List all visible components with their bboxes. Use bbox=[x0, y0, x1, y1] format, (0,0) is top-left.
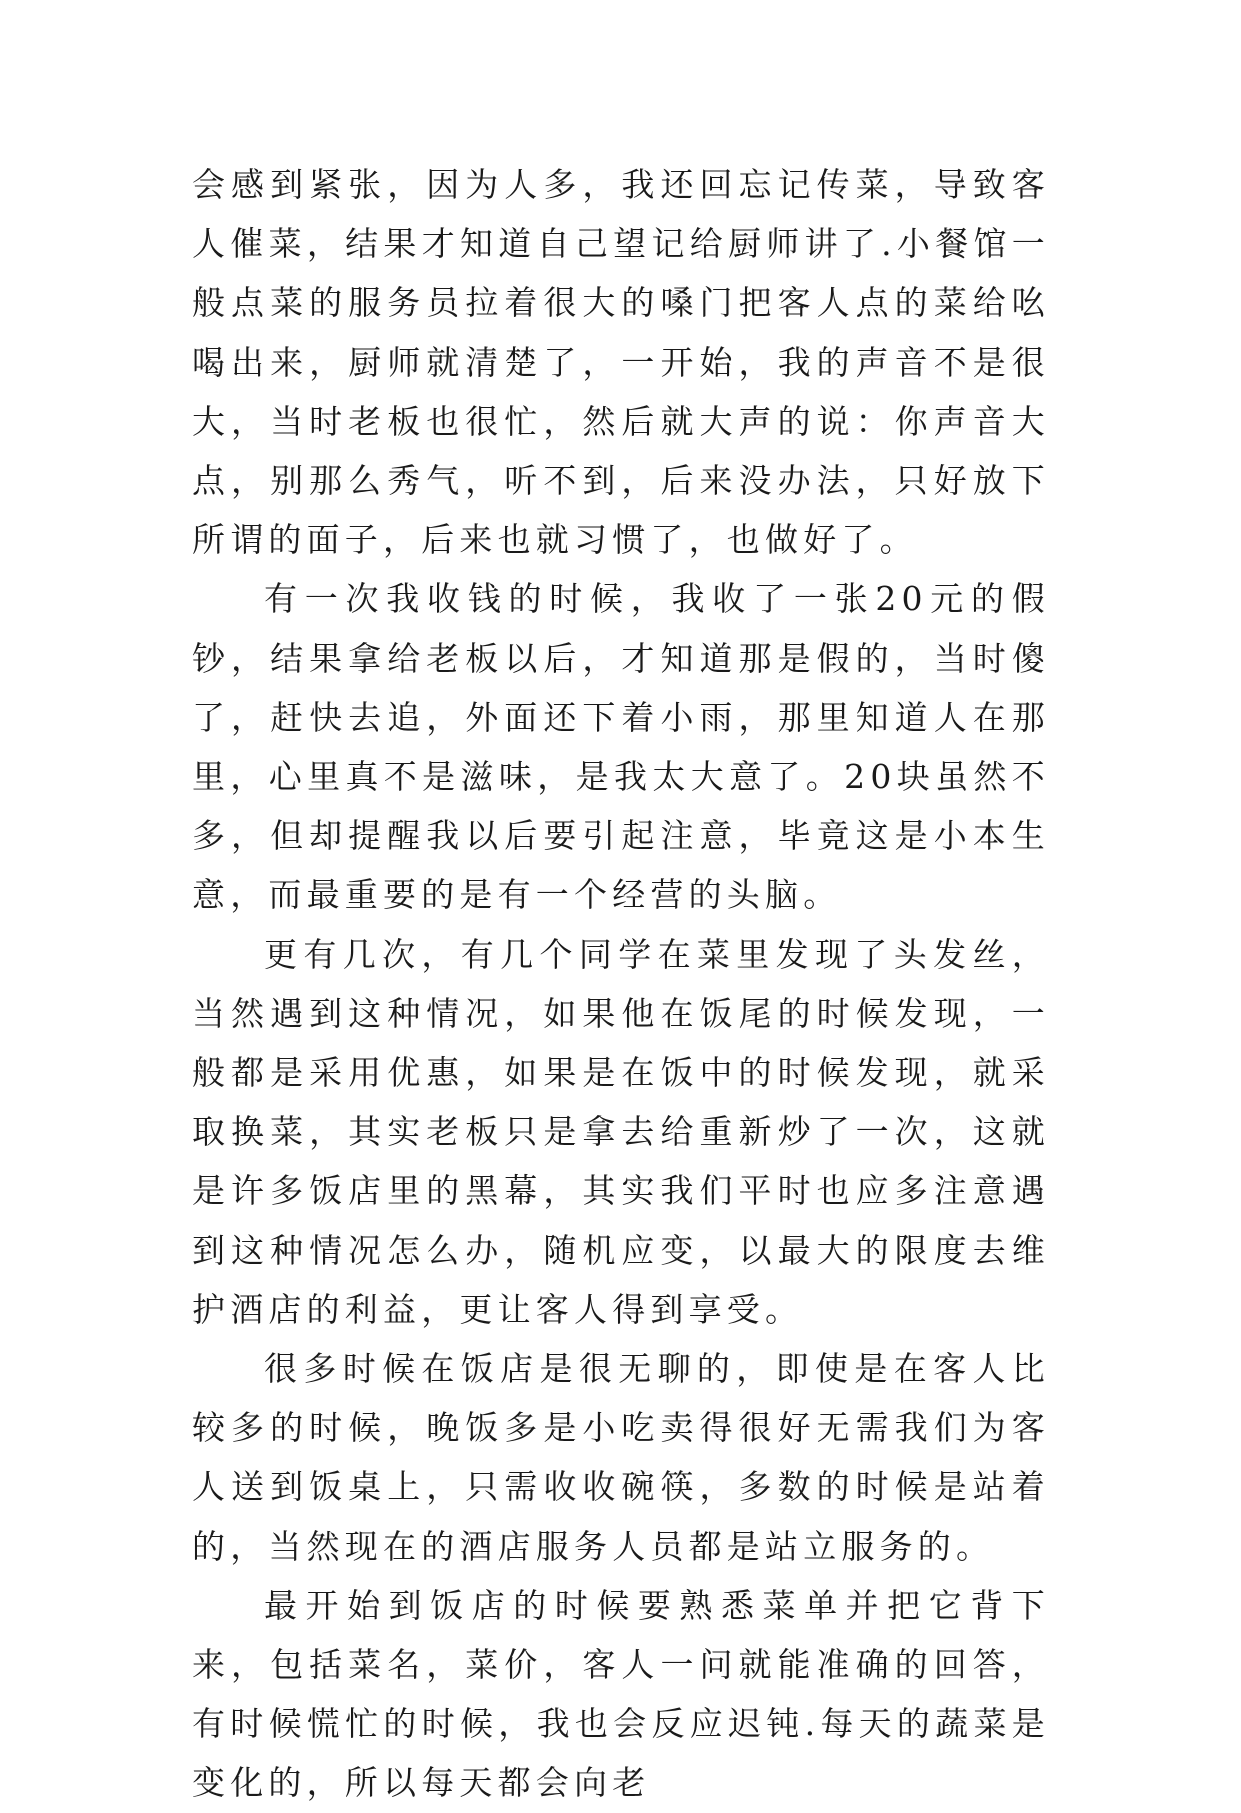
paragraph: 最开始到饭店的时候要熟悉菜单并把它背下来，包括菜名，菜价，客人一问就能准确的回答，有时候慌忙的时候，我也会反应迟钝.每天的蔬菜是变化的，所以每天都会向老 bbox=[192, 1585, 1050, 1803]
paragraph: 会感到紧张，因为人多，我还回忘记传菜，导致客人催菜，结果才知道自己望记给厨师讲了.小餐馆一般点菜的服务员拉着很大的嗓门把客人点的菜给吆喝出来，厨师就清楚了，一开始，我的声音不是很大，当时老板也很忙，然后就大声的说：你声音大点，别那么秀气，听不到，后来没办法，只好放下所谓的面子，后来也就习惯了，也做好了。 bbox=[192, 165, 1050, 560]
document-body bbox=[192, 155, 1050, 1813]
paragraph: 更有几次，有几个同学在菜里发现了头发丝，当然遇到这种情况，如果他在饭尾的时候发现，一般都是采用优惠，如果是在饭中的时候发现，就采取换菜，其实老板只是拿去给重新炒了一次，这就是许多饭店里的黑幕，其实我们平时也应多注意遇到这种情况怎么办，随机应变，以最大的限度去维护酒店的利益，更让客人得到享受。 bbox=[192, 934, 1050, 1329]
paragraph: 很多时候在饭店是很无聊的，即使是在客人比较多的时候，晚饭多是小吃卖得很好无需我们为客人送到饭桌上，只需收收碗筷，多数的时候是站着的，当然现在的酒店服务人员都是站立服务的。 bbox=[192, 1349, 1050, 1566]
paragraph: 有一次我收钱的时候，我收了一张20元的假钞，结果拿给老板以后，才知道那是假的，当时傻了，赶快去追，外面还下着小雨，那里知道人在那里，心里真不是滋味，是我太大意了。20块虽然不多，但却提醒我以后要引起注意，毕竟这是小本生意，而最重要的是有一个经营的头脑。 bbox=[192, 579, 1050, 915]
